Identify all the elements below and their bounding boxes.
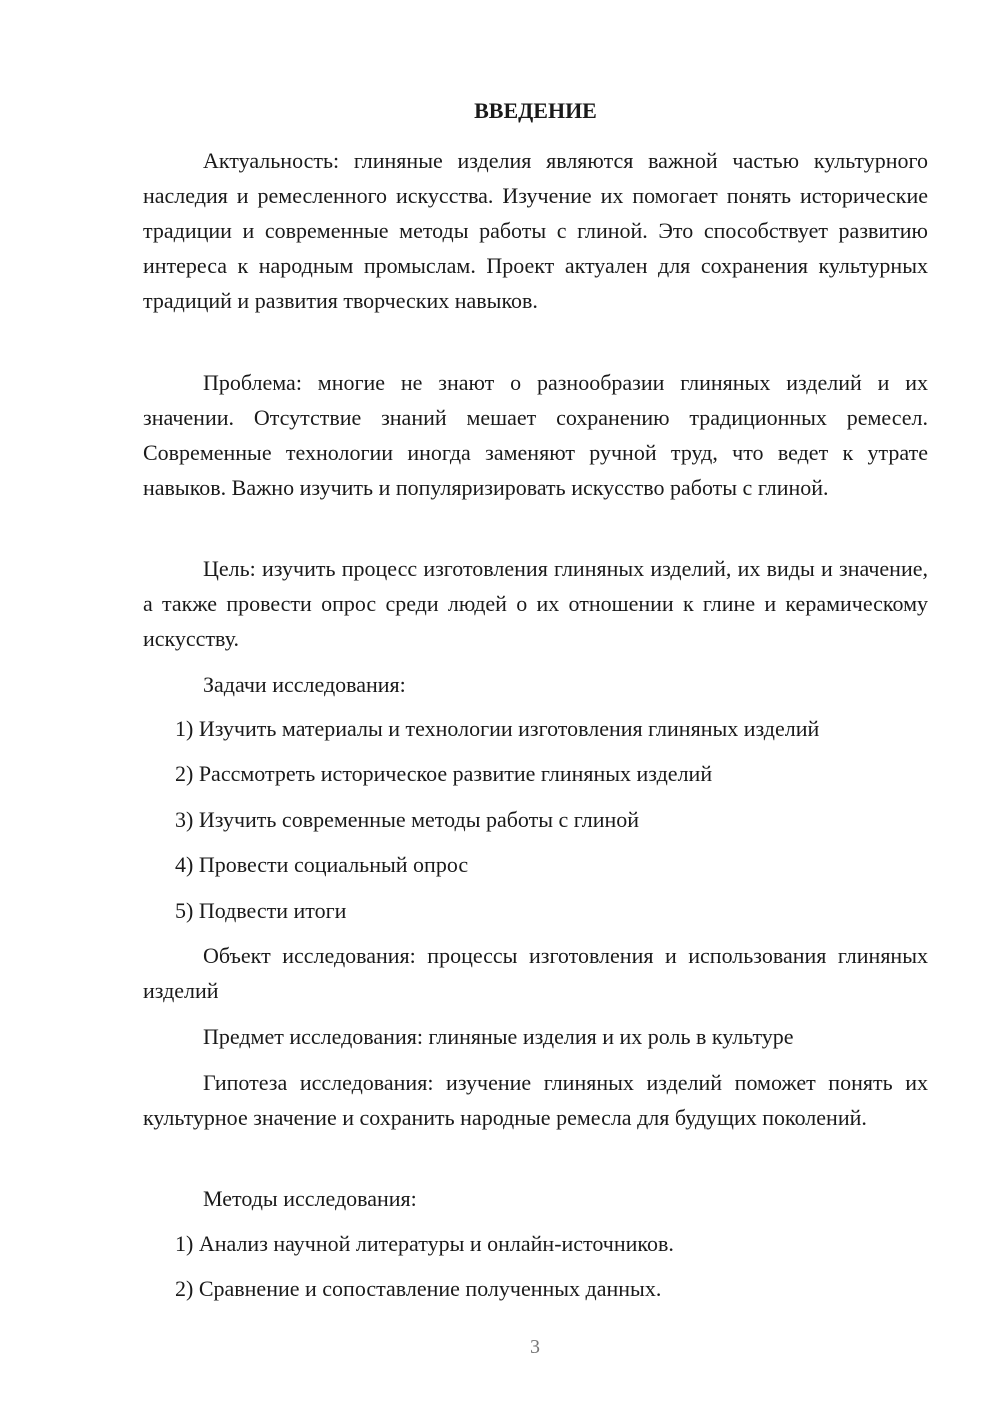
problem-paragraph: Проблема: многие не знают о разнообразии глиняных изделий и их значении. Отсутствие знаний мешает сохранению традиционных ремесел. Современные технологии иногда заменяют ручной труд, что ведет к утрате навыков. Важно изучить и популяризировать искусство работы с глиной. xyxy=(143,370,928,500)
task-item: 4) Провести социальный опрос xyxy=(175,852,469,877)
subject-paragraph: Предмет исследования: глиняные изделия и их роль в культуре xyxy=(203,1024,794,1049)
hypothesis-paragraph: Гипотеза исследования: изучение глиняных изделий поможет понять их культурное значение и сохранить народные ремесла для будущих поколений. xyxy=(143,1070,928,1130)
page-title: ВВЕДЕНИЕ xyxy=(474,98,597,123)
tasks-heading: Задачи исследования: xyxy=(203,672,406,697)
methods-heading: Методы исследования: xyxy=(203,1186,417,1211)
object-paragraph: Объект исследования: процессы изготовления и использования глиняных изделий xyxy=(143,943,928,1003)
relevance-paragraph: Актуальность: глиняные изделия являются важной частью культурного наследия и ремесленного искусства. Изучение их помогает понять исторические традиции и современные методы работы с глиной. Это способствует развитию интереса к народным промыслам. Проект актуален для сохранения культурных традиций и развития творческих навыков. xyxy=(143,148,928,313)
task-item: 3) Изучить современные методы работы с глиной xyxy=(175,807,640,832)
method-item: 1) Анализ научной литературы и онлайн-источников. xyxy=(175,1231,674,1256)
task-item: 2) Рассмотреть историческое развитие глиняных изделий xyxy=(175,761,713,786)
goal-paragraph: Цель: изучить процесс изготовления глиняных изделий, их виды и значение, а также провести опрос среди людей о их отношении к глине и керамическому искусству. xyxy=(143,556,928,651)
page-number: 3 xyxy=(530,1336,540,1358)
task-item: 1) Изучить материалы и технологии изготовления глиняных изделий xyxy=(175,716,820,741)
method-item: 2) Сравнение и сопоставление полученных данных. xyxy=(175,1276,662,1301)
task-item: 5) Подвести итоги xyxy=(175,898,347,923)
